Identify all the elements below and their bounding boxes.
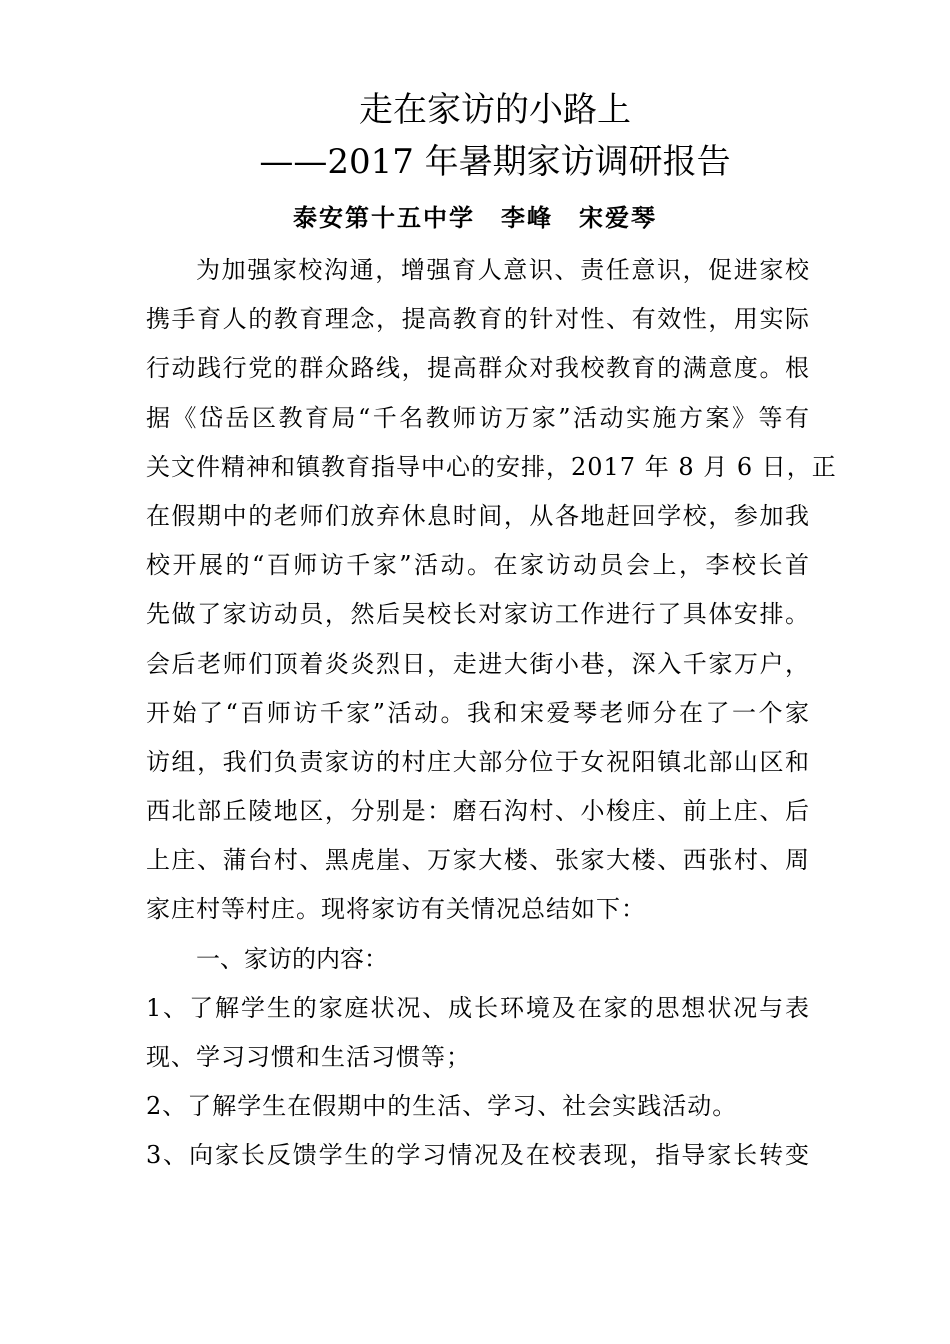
list-item-line: 2、了解学生在假期中的生活、学习、社会实践活动。 (146, 1092, 738, 1121)
document-subtitle: ——2017 年暑期家访调研报告 (259, 142, 731, 182)
paragraph-line: 西北部丘陵地区，分别是：磨石沟村、小梭庄、前上庄、后 (146, 797, 810, 826)
list-item-line: 现、学习习惯和生活习惯等； (146, 1043, 471, 1071)
list-item-line: 3、向家长反馈学生的学习情况及在校表现，指导家长转变 (146, 1141, 810, 1170)
paragraph-line: 携手育人的教育理念，提高教育的针对性、有效性，用实际 (146, 305, 810, 334)
paragraph-line: 据《岱岳区教育局“千名教师访万家”活动实施方案》等有 (146, 403, 810, 432)
document-body (146, 246, 837, 1181)
list-item-line: 1、了解学生的家庭状况、成长环境及在家的思想状况与表 (146, 993, 810, 1022)
document-title: 走在家访的小路上 (359, 90, 631, 130)
paragraph-line: 先做了家访动员，然后吴校长对家访工作进行了具体安排。 (146, 600, 810, 629)
section-heading: 一、家访的内容： (196, 944, 388, 973)
paragraph-line: 家庄村等村庄。现将家访有关情况总结如下： (146, 895, 646, 924)
paragraph-line: 开始了“百师访千家”活动。我和宋爱琴老师分在了一个家 (146, 698, 810, 727)
paragraph-line: 访组，我们负责家访的村庄大部分位于女祝阳镇北部山区和 (146, 747, 810, 776)
paragraph-line: 为加强家校沟通，增强育人意识、责任意识，促进家校 (196, 256, 810, 284)
paragraph-line: 会后老师们顶着炎炎烈日，走进大街小巷，深入千家万户， (146, 649, 810, 678)
paragraph-line: 校开展的“百师访千家”活动。在家访动员会上，李校长首 (146, 551, 810, 580)
paragraph-line: 行动践行党的群众路线，提高群众对我校教育的满意度。根 (146, 354, 810, 383)
paragraph-line: 关文件精神和镇教育指导中心的安排，2017 年 8 月 6 日，正 (146, 452, 837, 481)
paragraph-line: 在假期中的老师们放弃休息时间，从各地赶回学校，参加我 (146, 501, 810, 530)
paragraph-line: 上庄、蒲台村、黑虎崖、万家大楼、张家大楼、西张村、周 (146, 846, 810, 875)
document-authors: 泰安第十五中学 李峰 宋爱琴 (293, 203, 657, 232)
